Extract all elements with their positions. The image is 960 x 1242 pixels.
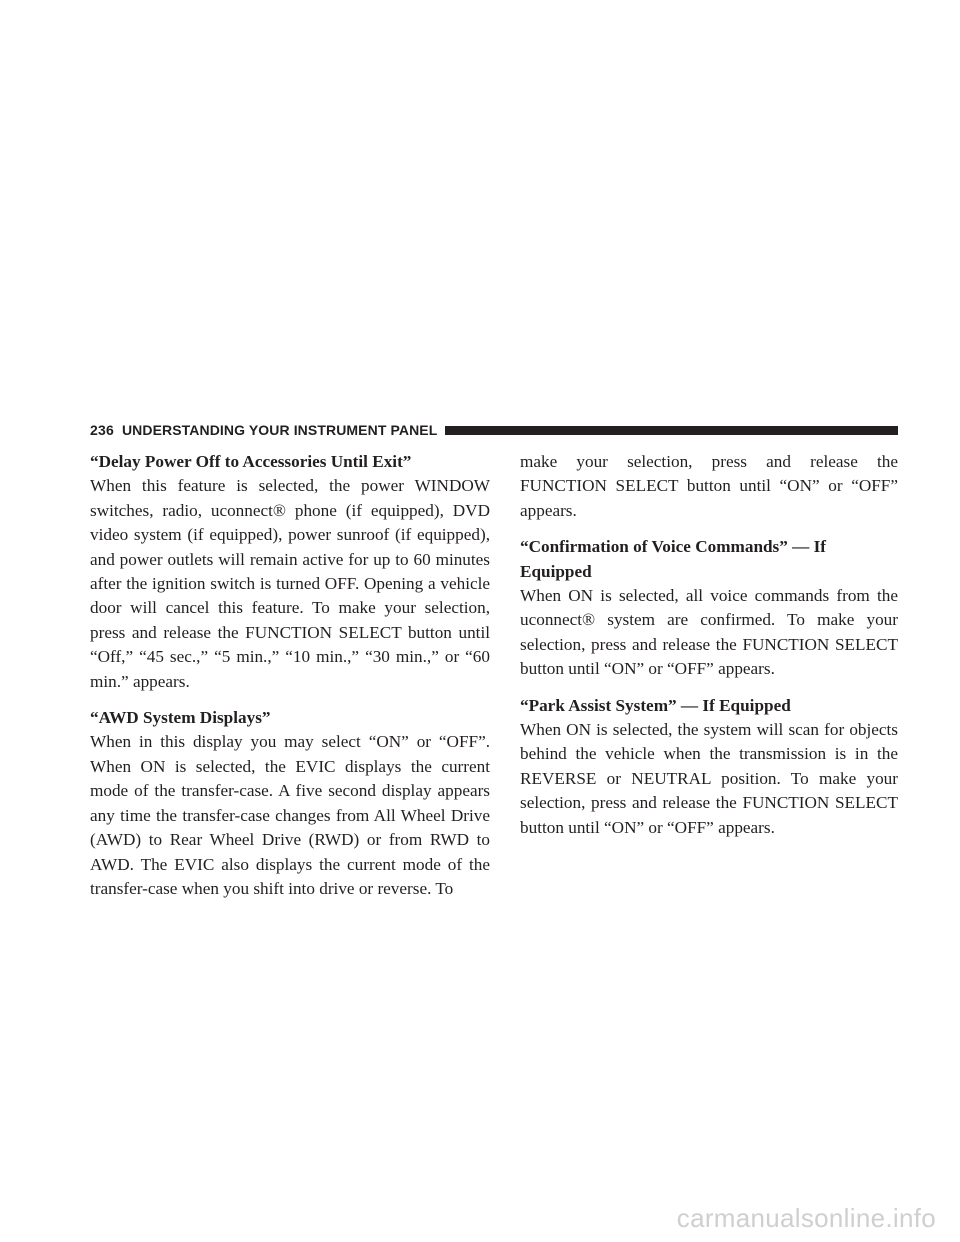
park-assist-body: When ON is selected, the system will scan for objects behind the vehicle when the transmission is in the REVERSE or NEUTRAL position. To make your selection, press and release the FUNCTION SELECT button until “ON” or “OFF” appears. [520,720,898,837]
watermark-text: carmanualsonline.info [676,1203,936,1233]
delay-power-off-body: When this feature is selected, the power WINDOW switches, radio, uconnect® phone (if equipped), DVD video system (if equipped), power sunroof (if equipped), and power outlets will remain active for up to 60 minutes after the ignition switch is turned OFF. Opening a vehicle door will cancel this feature. To make your selection, press and release the FUNCTION SELECT button until “Off,” “45 sec.,” “5 min.,” “10 min.,” “30 min.,” or “60 min.” appears. [90,476,490,691]
awd-system-displays-body: When in this display you may select “ON” or “OFF”. When ON is selected, the EVIC displays the current mode of the transfer-case. A five second display appears any time the transfer-case changes from All Wheel Drive (AWD) to Rear Wheel Drive (RWD) or from RWD to AWD. The EVIC also displays the current mode of the transfer-case when you shift into drive or reverse. To [90,732,490,898]
awd-system-displays-heading: “AWD System Displays” [90,708,271,728]
park-assist-heading: “Park Assist System” — If Equipped [520,695,791,715]
awd-continuation-text: make your selection, press and release the FUNCTION SELECT button until “ON” or “OFF” appears. [520,452,898,520]
voice-commands-body: When ON is selected, all voice commands from the uconnect® system are confirmed. To make your selection, press and release the FUNCTION SELECT button until “ON” or “OFF” appears. [520,586,898,679]
delay-power-off-heading: “Delay Power Off to Accessories Until Exit” [90,452,412,471]
left-column [90,450,490,901]
section-title: UNDERSTANDING YOUR INSTRUMENT PANEL [121,422,438,438]
page-header [90,419,898,441]
header-rule [445,426,898,435]
page-number: 236 [90,422,114,438]
right-column [520,450,898,840]
voice-commands-heading: “Confirmation of Voice Commands” — If Equipped [520,537,827,581]
